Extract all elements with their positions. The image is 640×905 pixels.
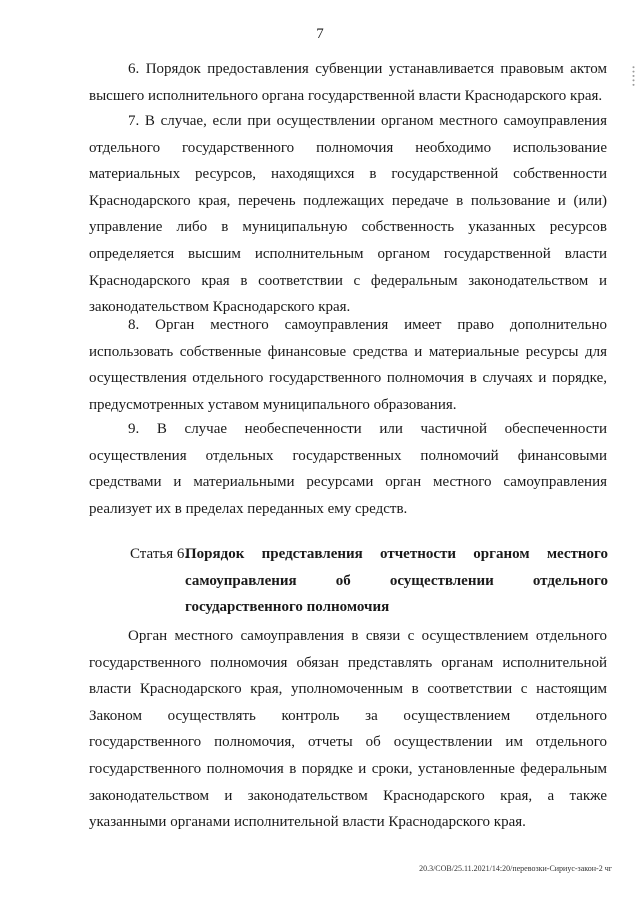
side-margin-mark: • • • • • (629, 66, 636, 87)
paragraph-6: 6. Порядок предоставления субвенции устанавливается правовым актом высшего исполнительного органа государственной власти Краснодарского края. (89, 61, 607, 104)
article-body: Орган местного самоуправления в связи с осуществлением отдельного государственного полномочия обязан представлять органам исполнительной власти Краснодарского края, уполномоченным в соответствии с настоящим Законом осуществлять контроль за осуществлением отдельного государственного полномочия, отчеты об осуществлении им отдельного государственного полномочия в порядке и сроки, установленные федеральным законодательством и законодательством Краснодарского края, а также указанными органами исполнительной власти Краснодарского края. (89, 628, 607, 831)
paragraph-7: 7. В случае, если при осуществлении органом местного самоуправления отдельного государственного полномочия необходимо использование материальных ресурсов, находящихся в государственной собственности Краснодарского края, перечень подлежащих передаче в пользование и (или) управление либо в муниципальную собственность указанных ресурсов определяется высшим исполнительным органом государственной власти Краснодарского края в соответствии с федеральным законодательством и законодательством Краснодарского края. (89, 113, 607, 316)
article-title: Порядок представления отчетности органом местного самоуправления об осуществлении отдельного государственного полномочия (185, 546, 608, 616)
article-label: Статья 6. (130, 546, 189, 562)
page-number: 7 (316, 26, 324, 42)
footer-document-code: 20.3/СОВ/25.11.2021/14:20/перевозки-Сириус-закон-2 чг (419, 864, 612, 873)
paragraph-9: 9. В случае необеспеченности или частичной обеспеченности осуществления отдельных государственных полномочий финансовыми средствами и материальными ресурсами орган местного самоуправления реализует их в пределах переданных ему средств. (89, 421, 607, 517)
paragraph-8: 8. Орган местного самоуправления имеет право дополнительно использовать собственные финансовые средства и материальные ресурсы для осуществления отдельного государственного полномочия в случаях и порядке, предусмотренных уставом муниципального образования. (89, 317, 607, 413)
